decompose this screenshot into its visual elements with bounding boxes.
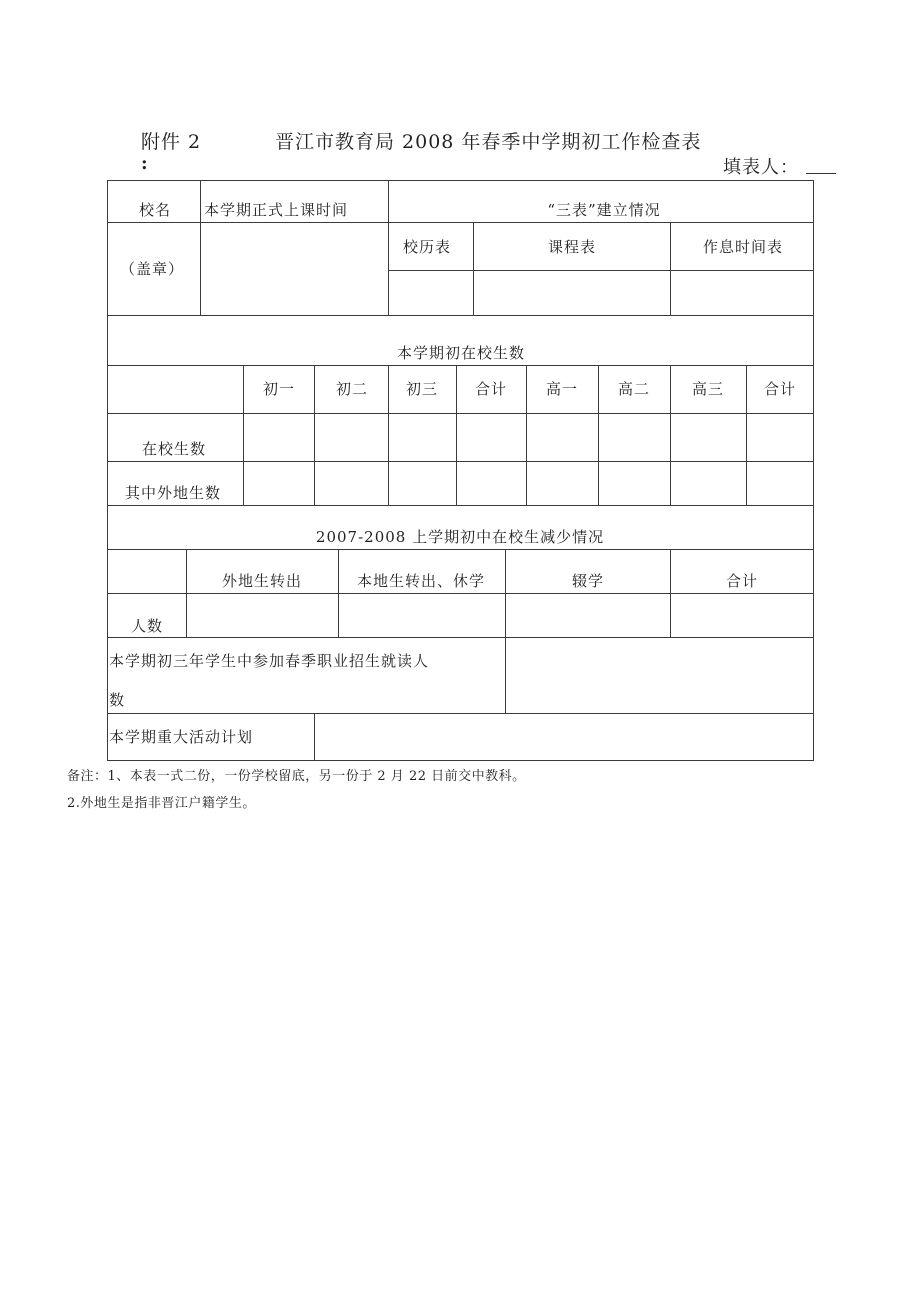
reduction-title: 2007-2008 上学期初中在校生减少情况 xyxy=(315,528,605,546)
three-tables-label: “三表”建立情况 xyxy=(547,201,661,219)
schedule-label: 作息时间表 xyxy=(702,238,784,256)
reduction-col-header: 本地生转出、休学 xyxy=(356,572,486,590)
calendar-label: 校历表 xyxy=(402,238,452,256)
grid-line xyxy=(107,593,814,594)
grid-line xyxy=(505,637,506,713)
vocational-label-line1: 本学期初三年学生中参加春季职业招生就读人 xyxy=(109,652,430,670)
table-border-left xyxy=(107,180,108,761)
seal-label: （盖章） xyxy=(120,260,185,278)
grid-line xyxy=(243,365,244,505)
enrollment-col-header: 合计 xyxy=(474,380,508,398)
filler-blank-line[interactable] xyxy=(806,173,836,174)
reduction-col-header: 外地生转出 xyxy=(221,572,303,590)
enrollment-col-header: 初一 xyxy=(262,380,296,398)
enrollment-col-header: 高三 xyxy=(691,380,725,398)
grid-line xyxy=(107,505,814,506)
enrollment-col-header: 初二 xyxy=(335,380,369,398)
curriculum-label: 课程表 xyxy=(547,238,597,256)
school-name-label: 校名 xyxy=(139,201,172,219)
reduction-row-label: 人数 xyxy=(131,617,164,635)
grid-line xyxy=(505,549,506,637)
grid-line xyxy=(338,549,339,637)
note-line-2: 2.外地生是指非晋江户籍学生。 xyxy=(67,796,256,811)
table-border-bottom xyxy=(107,760,814,761)
enrollment-col-header: 高一 xyxy=(545,380,579,398)
grid-line xyxy=(670,222,671,315)
grid-line xyxy=(200,180,201,315)
grid-line xyxy=(107,637,814,638)
grid-line xyxy=(107,461,814,462)
attachment-label: 附件 2 xyxy=(141,131,202,153)
grid-line xyxy=(107,222,814,223)
filler-label: 填表人： xyxy=(723,157,799,178)
grid-line xyxy=(456,365,457,505)
grid-line xyxy=(107,549,814,550)
grid-line xyxy=(314,365,315,505)
enrollment-row-label: 在校生数 xyxy=(142,440,207,458)
grid-line xyxy=(598,365,599,505)
table-border-right xyxy=(813,180,814,761)
enrollment-col-header: 合计 xyxy=(763,380,797,398)
grid-line xyxy=(473,222,474,315)
grid-line xyxy=(107,413,814,414)
attachment-colon: : xyxy=(141,153,148,174)
grid-line xyxy=(670,549,671,637)
vocational-label-line2: 数 xyxy=(109,691,126,709)
enrollment-col-header: 初三 xyxy=(405,380,439,398)
table-border-top xyxy=(107,180,814,181)
grid-line xyxy=(388,270,814,271)
grid-line xyxy=(314,713,315,760)
class-start-time-label: 本学期正式上课时间 xyxy=(204,201,349,219)
activities-label: 本学期重大活动计划 xyxy=(109,728,254,746)
grid-line xyxy=(670,365,671,505)
grid-line xyxy=(107,713,814,714)
note-line-1: 备注：1、本表一式二份，一份学校留底，另一份于 2 月 22 日前交中教科。 xyxy=(67,769,526,784)
reduction-col-header: 辍学 xyxy=(571,572,605,590)
grid-line xyxy=(388,365,389,505)
grid-line xyxy=(746,365,747,505)
reduction-col-header: 合计 xyxy=(725,572,759,590)
enrollment-title: 本学期初在校生数 xyxy=(396,344,526,362)
enrollment-col-header: 高二 xyxy=(617,380,651,398)
grid-line xyxy=(107,315,814,316)
document-title: 晋江市教育局 2008 年春季中学期初工作检查表 xyxy=(275,131,702,153)
grid-line xyxy=(526,365,527,505)
grid-line xyxy=(186,549,187,637)
enrollment-row-label: 其中外地生数 xyxy=(125,484,222,502)
grid-line xyxy=(388,180,389,315)
grid-line xyxy=(107,365,814,366)
